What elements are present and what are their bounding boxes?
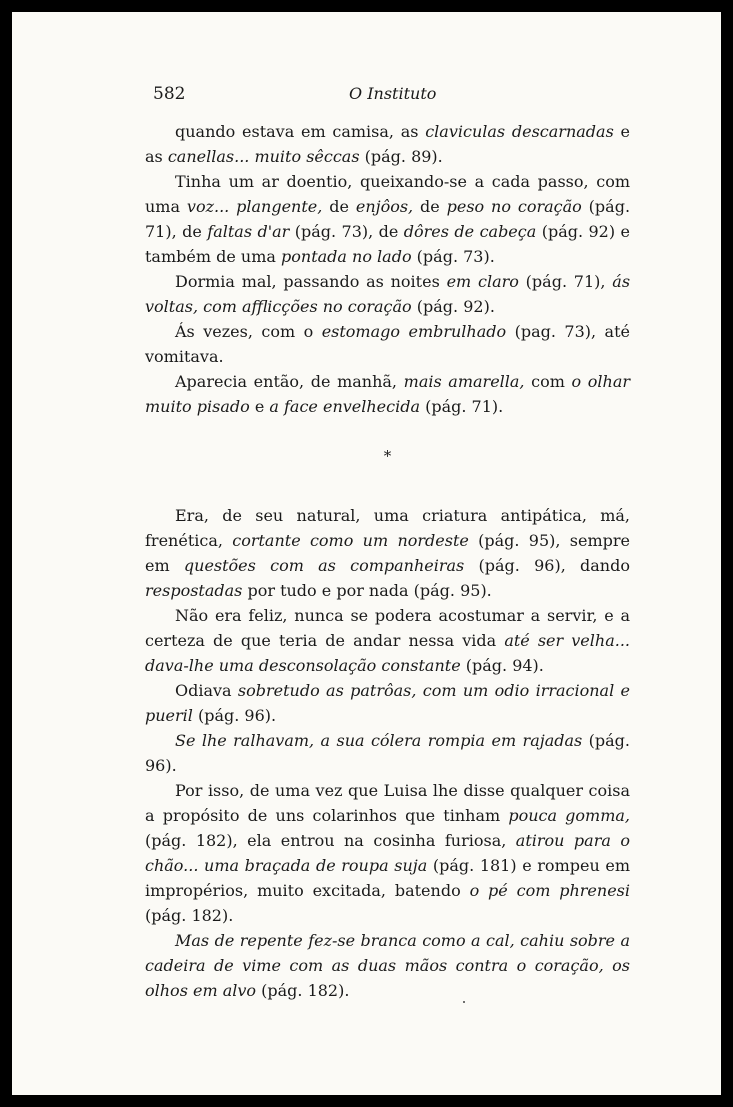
section-separator: * bbox=[383, 447, 392, 465]
text-run: (pág. 92). bbox=[411, 297, 495, 316]
text-run: Era, de seu natural, uma criatura antipática, má, frenética, bbox=[145, 506, 630, 550]
paragraph bbox=[145, 728, 630, 778]
text-run: (pág. 89). bbox=[359, 147, 443, 166]
text-run: (pág. 182). bbox=[145, 906, 234, 925]
italic-quote: sobretudo as patrôas, com um odio irracional e pueril bbox=[145, 681, 631, 725]
paragraph bbox=[145, 603, 630, 678]
text-run: (pág. 71), de bbox=[145, 197, 631, 241]
italic-quote: claviculas descarnadas bbox=[425, 122, 614, 141]
italic-quote: dôres de cabeça bbox=[403, 222, 537, 241]
text-run: (pág. 73). bbox=[411, 247, 495, 266]
text-run: (pág. 71), bbox=[518, 272, 613, 291]
paragraph bbox=[145, 778, 630, 928]
text-run: (pág. 182). bbox=[256, 981, 350, 1000]
text-run: quando estava em camisa, as bbox=[175, 122, 426, 141]
text-run: Ás vezes, com o bbox=[175, 322, 322, 341]
text-run: (pág. 94). bbox=[460, 656, 544, 675]
italic-quote: mais amarella, bbox=[403, 372, 525, 391]
italic-quote: cortante como um nordeste bbox=[232, 531, 469, 550]
text-run: Odiava bbox=[175, 681, 238, 700]
italic-quote: Se lhe ralhavam, a sua cólera rompia em rajadas bbox=[175, 731, 583, 750]
text-run: de bbox=[322, 197, 356, 216]
text-run: e as bbox=[145, 122, 630, 166]
italic-quote: pouca gomma, bbox=[508, 806, 631, 825]
italic-quote: canellas... muito sêccas bbox=[167, 147, 360, 166]
running-title: O Instituto bbox=[349, 84, 437, 103]
italic-quote: ás voltas, com afflicções no coração bbox=[145, 272, 631, 316]
italic-quote: Mas de repente fez-se branca como a cal, cahiu sobre a cadeira de vime com as duas mãos contra o coração, os olhos em alvo bbox=[145, 931, 630, 1000]
italic-quote: peso no coração bbox=[446, 197, 582, 216]
ink-speck bbox=[463, 1001, 465, 1003]
paragraph bbox=[145, 269, 630, 319]
text-run: (pag. 73), até vomitava. bbox=[145, 322, 630, 366]
paragraph bbox=[145, 119, 630, 169]
paragraph bbox=[145, 928, 630, 1003]
page-number: 582 bbox=[153, 84, 186, 104]
text-run: Por isso, de uma vez que Luisa lhe disse qualquer coisa a propósito de uns colarinhos que tinham bbox=[145, 781, 630, 825]
text-run: (pág. 96). bbox=[192, 706, 277, 725]
italic-quote: enjôos, bbox=[355, 197, 414, 216]
italic-quote: questões com as companheiras bbox=[183, 556, 465, 575]
text-run: (pág. 95), sempre em bbox=[145, 531, 631, 575]
italic-quote: o pé com phrenesi bbox=[469, 881, 630, 900]
italic-quote: voz... plangente, bbox=[186, 197, 323, 216]
text-run: com bbox=[524, 372, 572, 391]
italic-quote: até ser velha... dava-lhe uma desconsolação constante bbox=[145, 631, 630, 675]
text-run: de bbox=[413, 197, 447, 216]
text-run: Aparecia então, de manhã, bbox=[175, 372, 404, 391]
italic-quote: a face envelhecida bbox=[269, 397, 421, 416]
italic-quote: faltas d'ar bbox=[207, 222, 290, 241]
text-run: (pág. 73), de bbox=[289, 222, 404, 241]
text-run: Dormia mal, passando as noites bbox=[175, 272, 447, 291]
text-run: por tudo e por nada (pág. 95). bbox=[242, 581, 492, 600]
text-run: e bbox=[249, 397, 270, 416]
text-run: (pág. 182), ela entrou na cosinha furiosa, bbox=[145, 831, 516, 850]
text-run: (pág. 92) e também de uma bbox=[145, 222, 631, 266]
paragraph-group-1 bbox=[145, 119, 630, 419]
paragraph bbox=[145, 169, 630, 269]
document-page bbox=[12, 12, 721, 1095]
paragraph bbox=[145, 503, 630, 603]
page-header bbox=[153, 84, 633, 108]
italic-quote: pontada no lado bbox=[281, 247, 412, 266]
italic-quote: em claro bbox=[446, 272, 519, 291]
text-run: Não era feliz, nunca se podera acostumar a servir, e a certeza de que teria de andar nessa vida bbox=[145, 606, 630, 650]
paragraph bbox=[145, 369, 630, 419]
text-run: (pág. 96). bbox=[145, 731, 631, 775]
italic-quote: estomago embrulhado bbox=[321, 322, 507, 341]
italic-quote: atirou para o chão... uma braçada de roupa suja bbox=[145, 831, 631, 875]
text-run: (pág. 71). bbox=[420, 397, 504, 416]
text-run: (pág. 181) e rompeu em impropérios, muito excitada, batendo bbox=[145, 856, 631, 900]
text-run: Tinha um ar doentio, queixando-se a cada passo, com uma bbox=[145, 172, 630, 216]
paragraph-group-2 bbox=[145, 503, 630, 1003]
paragraph bbox=[145, 319, 630, 369]
body-text bbox=[145, 119, 630, 1003]
text-run: (pág. 96), dando bbox=[464, 556, 630, 575]
paragraph bbox=[145, 678, 630, 728]
italic-quote: respostadas bbox=[145, 581, 243, 600]
italic-quote: o olhar muito pisado bbox=[145, 372, 631, 416]
